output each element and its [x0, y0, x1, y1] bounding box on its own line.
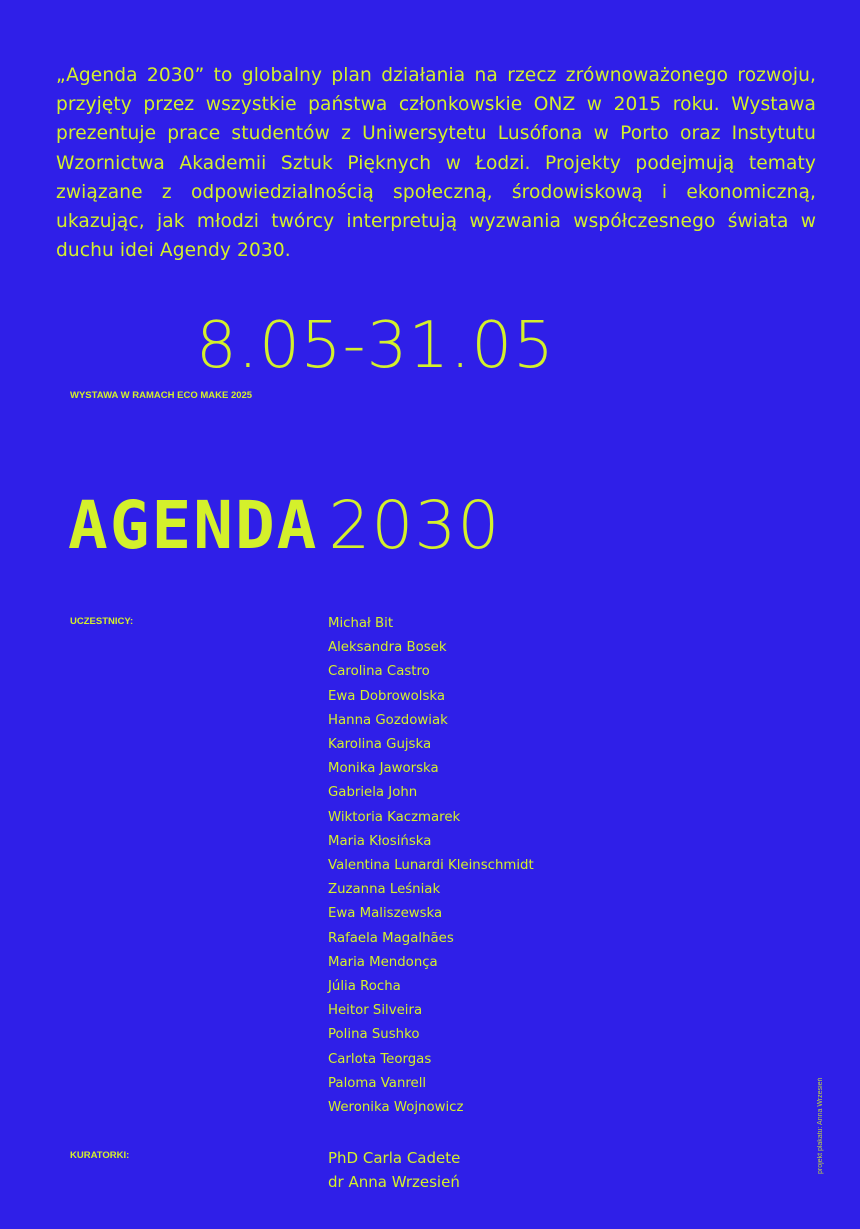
poster-design-credit: projekt plakatu: Anna Wrzesień [817, 1077, 824, 1174]
participant-name: Heitor Silveira [328, 1003, 423, 1019]
participant-name: Wiktoria Kaczmarek [328, 809, 461, 825]
participant-name: Júlia Rocha [328, 979, 401, 995]
participant-name: Maria Kłosińska [328, 833, 432, 849]
participant-name: Maria Mendonça [328, 954, 438, 970]
participant-name: Carolina Castro [328, 664, 430, 680]
participant-name: Polina Sushko [328, 1027, 420, 1043]
participant-name: Karolina Gujska [328, 737, 432, 753]
poster-title-light: 2030 [328, 487, 501, 564]
participants-label: UCZESTNICY: [70, 616, 134, 627]
poster-title [68, 486, 500, 566]
participant-name: Weronika Wojnowicz [328, 1100, 464, 1116]
participant-name: Michał Bit [328, 616, 394, 631]
curator-name: dr Anna Wrzesień [328, 1173, 460, 1191]
participant-name: Valentina Lunardi Kleinschmidt [328, 858, 534, 874]
curator-name: PhD Carla Cadete [328, 1149, 461, 1167]
participant-name: Hanna Gozdowiak [328, 712, 448, 728]
participant-name: Paloma Vanrell [328, 1075, 427, 1091]
poster-title-bold: AGENDA [68, 487, 319, 564]
participant-name: Zuzanna Leśniak [328, 882, 441, 898]
exhibition-subtitle: WYSTAWA W RAMACH ECO MAKE 2025 [70, 390, 253, 401]
participant-name: Gabriela John [328, 785, 418, 801]
participant-name: Ewa Maliszewska [328, 906, 443, 922]
participant-name: Ewa Dobrowolska [328, 688, 446, 704]
participant-name: Monika Jaworska [328, 761, 439, 777]
participants-list [328, 612, 534, 1120]
participant-name: Aleksandra Bosek [328, 640, 447, 656]
curators-list [328, 1146, 460, 1194]
intro-paragraph: „Agenda 2030” to globalny plan działania na rzecz zrównoważonego rozwoju, przyjęty przez wszystkie państwa członkowskie ONZ w 2015 roku. Wystawa prezentuje prace studentów z Uniwersytetu Lusófona w Porto oraz Instytutu Wzornictwa Akademii Sztuk Pięknych w Łodzi. Projekty podejmują tematy związane z odpowiedzialnością społeczną, środowiskową i ekonomiczną, ukazując, jak młodzi twórcy interpretują wyzwania współczesnego świata w duchu idei Agendy 2030. [56, 65, 816, 262]
exhibition-dates: 8.05-31.05 [196, 309, 555, 383]
participant-name: Carlota Teorgas [328, 1051, 432, 1067]
curators-label: KURATORKI: [70, 1150, 130, 1161]
participant-name: Rafaela Magalhães [328, 930, 454, 946]
